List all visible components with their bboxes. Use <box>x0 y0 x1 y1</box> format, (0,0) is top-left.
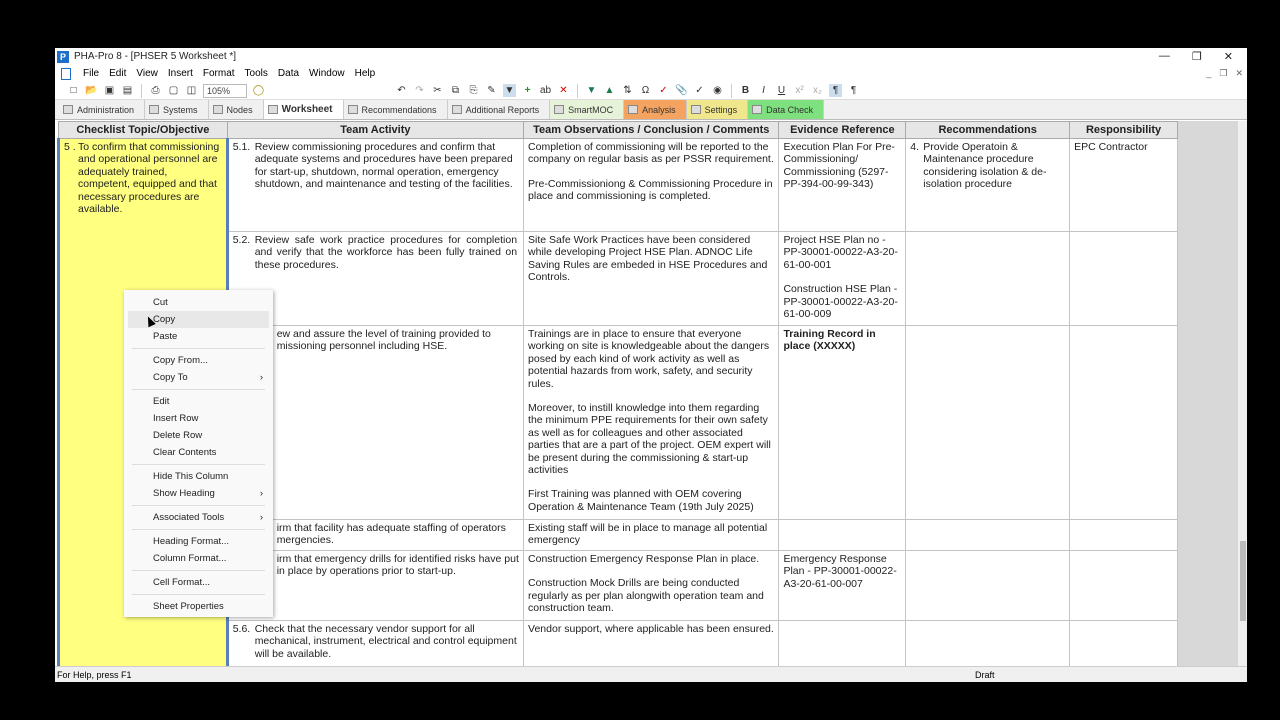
app-logo-icon: P <box>57 51 69 63</box>
tab-analysis[interactable] <box>624 100 687 119</box>
status-help: For Help, press F1 <box>57 669 132 680</box>
divider <box>577 84 578 98</box>
tab-label: Settings <box>704 104 738 115</box>
paste-icon[interactable]: ⎘ <box>469 85 478 96</box>
tab-label: Recommendations <box>361 104 437 115</box>
menu-insert[interactable]: Insert <box>167 68 193 79</box>
menu-separator <box>132 348 265 349</box>
tab-label: Additional Reports <box>465 104 540 115</box>
evidence-text: Emergency Response Plan - PP-30001-00022-A3-20-61-00-007 <box>783 553 897 590</box>
divider <box>731 84 732 98</box>
zoom-select[interactable]: 105% <box>203 84 247 98</box>
nodes-icon <box>213 105 223 114</box>
context-menu-clear-contents[interactable]: Clear Contents <box>153 447 217 458</box>
tab-label: SmartMOC <box>568 104 614 115</box>
menu-bar <box>55 65 1247 82</box>
copy-icon[interactable]: ⧉ <box>451 85 460 96</box>
menu-help[interactable]: Help <box>354 68 376 79</box>
observation-text: Site Safe Work Practices have been considered while developing Project HSE Plan. ADNOC Life Saving Rules are embeded in HSE Procedures and Controls. <box>528 234 768 284</box>
context-menu-show-heading[interactable] <box>124 485 273 502</box>
observation-cell[interactable] <box>524 139 779 232</box>
evidence-text: Project HSE Plan no - PP-30001-00022-A3-20-61-00-001 <box>783 234 898 271</box>
observation-cell[interactable] <box>524 326 779 520</box>
chevron-right-icon: › <box>259 372 263 383</box>
chevron-right-icon: › <box>259 488 263 499</box>
status-bar <box>55 666 1247 682</box>
context-menu-copy-from[interactable]: Copy From... <box>153 355 208 366</box>
tab-label: Systems <box>163 104 198 115</box>
tab-label: Worksheet <box>281 104 333 115</box>
observation-text: Moreover, to instill knowledge into them regarding the minimum PPE requirements for their own safety as well as for colleagues and other associated parties that are a part of the project. OEM expert will be present during the commissioning & start-up activities <box>528 402 771 477</box>
tab-settings[interactable] <box>687 100 749 119</box>
toolbar <box>55 82 1247 100</box>
module-tabs <box>55 100 1247 120</box>
observation-text: Construction Mock Drills are being conducted regularly as per plan alongwith operation team and construction team. <box>528 577 764 615</box>
window-title: PHA-Pro 8 - [PHSER 5 Worksheet *] <box>74 51 237 62</box>
administration-icon <box>63 105 73 114</box>
column-header[interactable]: Checklist Topic/Objective <box>59 122 228 139</box>
tab-worksheet[interactable] <box>264 100 344 119</box>
observation-text: Pre-Commissioniong & Commissioning Procedure in place and commissioning is completed. <box>528 177 773 203</box>
menu-edit[interactable]: Edit <box>109 68 127 79</box>
recommendation-cell[interactable] <box>906 139 1070 232</box>
responsibility-cell[interactable] <box>1070 232 1178 326</box>
context-menu-column-format[interactable]: Column Format... <box>153 553 227 564</box>
menu-window[interactable]: Window <box>309 68 345 79</box>
symbol-icon[interactable]: Ω <box>641 85 650 96</box>
context-menu-delete-row[interactable]: Delete Row <box>153 430 203 441</box>
menu-item-label: Show Heading <box>153 488 215 499</box>
menu-separator <box>132 594 265 595</box>
column-header[interactable]: Team Observations / Conclusion / Comments <box>524 122 779 139</box>
paragraph-gap <box>528 390 774 402</box>
move-up-icon[interactable]: ▲ <box>604 85 615 96</box>
save-icon[interactable]: ▣ <box>104 85 115 96</box>
minimize-icon[interactable]: — <box>1158 50 1170 62</box>
recommendation-cell[interactable] <box>906 326 1070 520</box>
mdi-controls <box>1206 68 1247 79</box>
recommendation-cell[interactable] <box>906 232 1070 326</box>
additional-reports-icon <box>452 105 462 114</box>
observation-text: Vendor support, where applicable has been ensured. <box>528 623 774 635</box>
evidence-cell[interactable] <box>779 139 906 232</box>
responsibility-cell[interactable] <box>1070 326 1178 520</box>
layout-icon[interactable]: ◫ <box>186 85 197 96</box>
observation-cell[interactable] <box>524 520 779 551</box>
paragraph-gap <box>528 166 774 178</box>
context-menu-edit[interactable]: Edit <box>153 396 170 407</box>
activity-text: Review safe work practice procedures for completion and verify that the workforce has been fully trained on these procedures. <box>254 234 518 271</box>
worksheet-icon <box>268 105 278 114</box>
print-preview-icon[interactable]: ▢ <box>168 85 179 96</box>
tab-systems[interactable] <box>145 100 209 119</box>
tab-additional-reports[interactable] <box>448 100 551 119</box>
tab-data-check[interactable] <box>748 100 824 119</box>
maximize-icon[interactable]: ❐ <box>1191 51 1202 63</box>
evidence-cell[interactable] <box>779 232 906 326</box>
responsibility-cell[interactable] <box>1070 551 1178 621</box>
recommendation-number: 4. <box>910 141 920 153</box>
mdi-close-icon[interactable]: ✕ <box>1235 68 1243 78</box>
check-icon[interactable]: ✓ <box>695 85 704 96</box>
observation-text: Existing staff will be in place to manage all potential emergency <box>528 522 768 547</box>
new-icon[interactable]: □ <box>70 85 77 96</box>
observation-text: Completion of commissioning will be reported to the company on regular basis as per PSSR requirement. <box>528 141 774 166</box>
activity-text: irm that facility has adequate staffing of operators mergencies. <box>276 522 506 547</box>
column-header[interactable]: Evidence Reference <box>779 122 906 139</box>
evidence-text: Training Record in place (XXXXX) <box>783 328 876 353</box>
subscript-icon[interactable]: x₂ <box>813 85 822 96</box>
observation-text: Construction Emergency Response Plan in place. <box>528 553 760 565</box>
column-header[interactable]: Responsibility <box>1070 122 1178 139</box>
settings-icon <box>691 105 701 114</box>
observation-text: First Training was planned with OEM covering Operation & Maintenance Team (19th July 2025) <box>528 488 754 513</box>
menu-format[interactable]: Format <box>202 68 235 79</box>
observation-cell[interactable] <box>524 232 779 326</box>
activity-text: Check that the necessary vendor support for all mechanical, instrument, electrical and control equipment will be available. <box>254 623 517 660</box>
sort-icon[interactable]: ⇅ <box>623 85 632 96</box>
evidence-text: Execution Plan For Pre-Commissioning/ Commissioning (5297-PP-394-00-99-343) <box>783 141 895 191</box>
add-row-icon[interactable]: + <box>524 85 531 96</box>
close-icon[interactable]: ✕ <box>1223 51 1233 63</box>
context-menu-associated-tools[interactable] <box>124 509 273 526</box>
format-painter-icon[interactable]: ✎ <box>487 85 496 96</box>
responsibility-cell[interactable] <box>1070 621 1178 669</box>
recommendation-cell[interactable] <box>906 551 1070 621</box>
attach-icon[interactable]: 📎 <box>675 85 688 96</box>
status-mode: Draft <box>975 669 995 680</box>
spellcheck-icon[interactable]: ✓ <box>659 85 668 96</box>
activity-number: 5.6. <box>232 623 251 635</box>
bold-icon[interactable]: B <box>741 85 750 96</box>
title-bar <box>55 48 1247 65</box>
context-menu-cell-format[interactable]: Cell Format... <box>153 577 211 588</box>
smartmoc-icon <box>554 105 564 114</box>
tab-nodes[interactable] <box>209 100 264 119</box>
tab-smartmoc[interactable] <box>550 100 624 119</box>
recommendation-cell[interactable] <box>906 520 1070 551</box>
mdi-restore-icon[interactable]: ❐ <box>1219 68 1228 78</box>
tab-label: Analysis <box>642 104 676 115</box>
tab-label: Data Check <box>766 104 814 115</box>
vertical-scrollbar[interactable] <box>1238 121 1247 666</box>
filter-icon[interactable]: ▼ <box>504 85 515 96</box>
open-icon[interactable]: 📂 <box>85 85 98 96</box>
menu-separator <box>132 464 265 465</box>
menu-separator <box>132 389 265 390</box>
help-icon[interactable]: ◯ <box>252 85 265 96</box>
activity-text: Review commissioning procedures and confirm that adequate systems and procedures have been prepared for start-up, shutdown, normal operation, emergency shutdown, and maintenance and testing of the facilities. <box>254 141 513 191</box>
observation-text: Trainings are in place to ensure that everyone working on site is knowledgeable about the dangers posed by each kind of work activity as well as potential hazards from work, safety, and security rules. <box>528 328 770 390</box>
activity-text: irm that emergency drills for identified risks have put in place by operations prior to start-up. <box>276 553 519 578</box>
mdi-minimize-icon[interactable]: _ <box>1206 68 1212 78</box>
evidence-cell[interactable] <box>779 621 906 669</box>
tab-administration[interactable] <box>59 100 145 119</box>
superscript-icon[interactable]: x² <box>795 85 804 96</box>
responsibility-cell[interactable]: EPC Contractor <box>1070 139 1178 232</box>
delete-icon[interactable]: ✕ <box>559 85 568 96</box>
ltr-icon[interactable]: ¶ <box>829 84 842 97</box>
evidence-cell[interactable] <box>779 551 906 621</box>
recommendation-cell[interactable] <box>906 621 1070 669</box>
paragraph-gap <box>528 476 774 488</box>
data-check-icon <box>752 105 762 114</box>
systems-icon <box>149 105 159 114</box>
context-menu-hide-this-column[interactable]: Hide This Column <box>153 471 229 482</box>
menu-separator <box>132 505 265 506</box>
topic-text: To confirm that commissioning and operational personnel are adequately trained, competent, equipped and that necessary procedures are available. <box>78 141 220 216</box>
menu-item-label: Associated Tools <box>153 512 225 523</box>
rename-icon[interactable]: ab <box>539 85 552 96</box>
column-header[interactable]: Recommendations <box>906 122 1070 139</box>
topic-number: 5 . <box>64 141 76 153</box>
table-row <box>59 621 1178 669</box>
activity-cell[interactable] <box>227 139 523 232</box>
context-menu-copy[interactable]: Copy <box>128 311 269 328</box>
context-menu-insert-row[interactable]: Insert Row <box>153 413 199 424</box>
menu-view[interactable]: View <box>136 68 158 79</box>
context-menu-paste[interactable]: Paste <box>153 331 178 342</box>
chevron-right-icon: › <box>259 512 263 523</box>
cut-icon[interactable]: ✂ <box>433 85 442 96</box>
responsibility-cell[interactable] <box>1070 520 1178 551</box>
divider <box>141 84 142 98</box>
empty-area <box>1178 121 1238 666</box>
menu-file[interactable]: File <box>83 68 100 79</box>
recommendations-icon <box>348 105 358 114</box>
save-as-icon[interactable]: ▤ <box>122 85 133 96</box>
menu-item-label: Copy To <box>153 372 188 383</box>
paragraph-gap <box>783 271 901 283</box>
menu-tools[interactable]: Tools <box>244 68 268 79</box>
column-header[interactable]: Team Activity <box>227 122 523 139</box>
table-row <box>59 139 1178 232</box>
menu-separator <box>132 570 265 571</box>
tab-label: Administration <box>77 104 135 115</box>
document-icon[interactable] <box>61 68 71 80</box>
tab-recommendations[interactable] <box>344 100 448 119</box>
evidence-cell[interactable] <box>779 520 906 551</box>
scrollbar-thumb[interactable] <box>1240 541 1246 621</box>
menu-data[interactable]: Data <box>277 68 300 79</box>
analysis-icon <box>628 105 638 114</box>
tab-label: Nodes <box>226 104 253 115</box>
undo-icon[interactable]: ↶ <box>397 85 406 96</box>
move-down-icon[interactable]: ▼ <box>586 85 597 96</box>
find-icon[interactable]: ◉ <box>713 85 722 96</box>
italic-icon[interactable]: I <box>762 85 765 96</box>
activity-cell[interactable] <box>227 621 523 669</box>
evidence-cell[interactable] <box>779 326 906 520</box>
recommendation-text: Provide Operatoin & Maintenance procedure considering isolation & de-isolation procedure <box>923 141 1047 191</box>
context-menu-heading-format[interactable]: Heading Format... <box>153 536 230 547</box>
activity-number: 5.1. <box>232 141 251 153</box>
activity-text: ew and assure the level of training provided to missioning personnel including HSE. <box>276 328 491 353</box>
underline-icon[interactable]: U <box>777 85 786 96</box>
context-menu-cut[interactable]: Cut <box>153 297 168 308</box>
context-menu <box>124 290 273 617</box>
redo-icon[interactable]: ↷ <box>415 85 424 96</box>
activity-number: 5.2. <box>232 234 251 246</box>
print-icon[interactable]: ⎙ <box>151 85 160 96</box>
observation-cell[interactable] <box>524 551 779 621</box>
evidence-text: Construction HSE Plan - PP-30001-00022-A3-20-61-00-009 <box>783 283 898 321</box>
rtl-icon[interactable]: ¶ <box>850 85 857 96</box>
observation-cell[interactable] <box>524 621 779 669</box>
context-menu-copy-to[interactable] <box>124 369 273 386</box>
context-menu-sheet-properties[interactable]: Sheet Properties <box>153 601 224 612</box>
menu-separator <box>132 529 265 530</box>
paragraph-gap <box>528 565 774 577</box>
